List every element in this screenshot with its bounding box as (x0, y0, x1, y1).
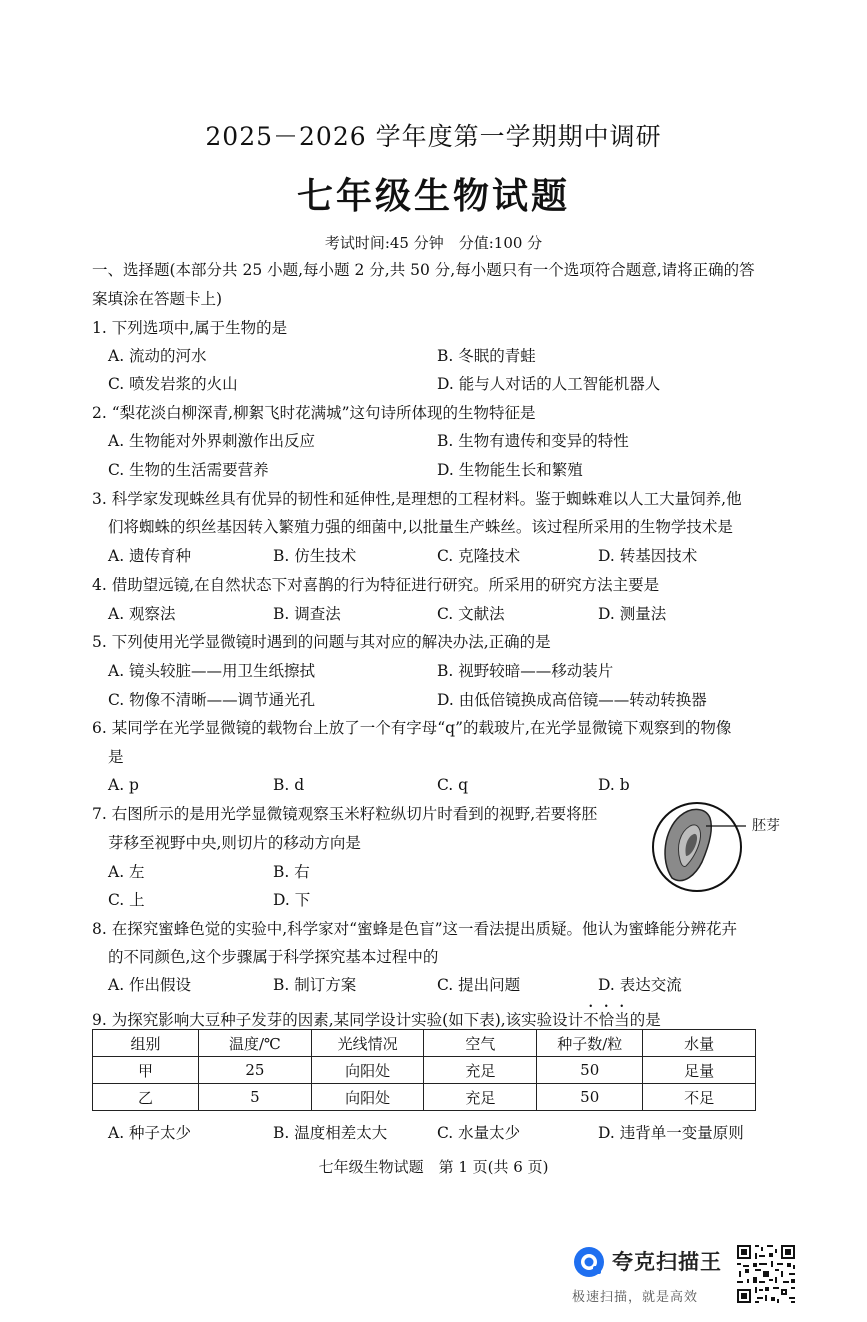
question-5-option-d: D. 由低倍镜换成高倍镜——转动转换器 (437, 691, 707, 709)
question-8-stem-line2: 的不同颜色,这个步骤属于科学探究基本过程中的 (108, 948, 439, 966)
question-2-stem: 2. “梨花淡白柳深青,柳絮飞时花满城”这句诗所体现的生物特征是 (92, 404, 536, 422)
question-7-stem-line1: 7. 右图所示的是用光学显微镜观察玉米籽粒纵切片时看到的视野,若要将胚 (92, 805, 598, 823)
question-7-option-b: B. 右 (273, 863, 310, 881)
question-4-option-b: B. 调查法 (273, 605, 341, 623)
question-8-option-a: A. 作出假设 (108, 976, 192, 994)
question-6-option-a: A. p (108, 776, 139, 794)
table-cell: 充足 (424, 1084, 537, 1111)
question-6-option-d: D. b (598, 776, 630, 794)
page-footer: 七年级生物试题 第 1 页(共 6 页) (318, 1158, 549, 1176)
question-9-option-d: D. 违背单一变量原则 (598, 1124, 744, 1142)
subject-title: 七年级生物试题 (296, 175, 570, 217)
question-7-option-c: C. 上 (108, 891, 145, 909)
table-cell: 向阳处 (311, 1057, 424, 1084)
table-header-cell: 光线情况 (311, 1030, 424, 1057)
question-8-option-b: B. 制订方案 (273, 976, 357, 994)
question-1-option-b: B. 冬眠的青蛙 (437, 347, 536, 365)
table-header-cell: 水量 (643, 1030, 756, 1057)
question-4-option-a: A. 观察法 (108, 605, 176, 623)
qr-code-icon (735, 1243, 797, 1305)
scanner-slogan: 极速扫描，就是高效 (572, 1290, 699, 1305)
table-cell: 25 (199, 1057, 312, 1084)
exam-info: 考试时间:45 分钟 分值:100 分 (324, 234, 543, 252)
corn-kernel-microscope-figure (650, 800, 746, 896)
section-heading-line1: 一、选择题(本部分共 25 小题,每小题 2 分,共 50 分,每小题只有一个选项符合题意,请将正确的答 (92, 261, 755, 279)
table-cell: 乙 (93, 1084, 199, 1111)
question-5-option-b: B. 视野较暗——移动装片 (437, 662, 614, 680)
table-cell: 甲 (93, 1057, 199, 1084)
question-5-option-c: C. 物像不清晰——调节通光孔 (108, 691, 316, 709)
question-5-stem: 5. 下列使用光学显微镜时遇到的问题与其对应的解决办法,正确的是 (92, 633, 551, 651)
question-9-option-c: C. 水量太少 (437, 1124, 521, 1142)
question-4-stem: 4. 借助望远镜,在自然状态下对喜鹊的行为特征进行研究。所采用的研究方法主要是 (92, 576, 660, 594)
table-header-row (93, 1030, 756, 1057)
question-9-stem-tail: 的是 (629, 1011, 661, 1029)
question-7-option-a: A. 左 (108, 863, 145, 881)
question-5-option-a: A. 镜头较脏——用卫生纸擦拭 (108, 662, 316, 680)
question-9-stem (92, 1002, 661, 1031)
table-cell: 不足 (643, 1084, 756, 1111)
question-3-stem-line1: 3. 科学家发现蛛丝具有优异的韧性和延伸性,是理想的工程材料。鉴于蜘蛛难以人工大量饲养,他 (92, 490, 742, 508)
question-3-stem-line2: 们将蜘蛛的织丝基因转入繁殖力强的细菌中,以批量生产蛛丝。该过程所采用的生物学技术是 (108, 518, 733, 536)
question-8-option-d: D. 表达交流 (598, 976, 682, 994)
question-1-option-a: A. 流动的河水 (108, 347, 207, 365)
question-1-stem: 1. 下列选项中,属于生物的是 (92, 319, 288, 337)
quark-logo-icon (572, 1245, 606, 1279)
question-2-option-b: B. 生物有遗传和变异的特性 (437, 432, 629, 450)
question-7-option-d: D. 下 (273, 891, 311, 909)
question-4-option-c: C. 文献法 (437, 605, 505, 623)
question-6-option-c: C. q (437, 776, 469, 794)
figure-label-embryo-bud: 胚芽 (752, 818, 780, 834)
table-row (93, 1084, 756, 1111)
question-2-option-d: D. 生物能生长和繁殖 (437, 461, 583, 479)
section-heading-line2: 案填涂在答题卡上) (92, 290, 223, 308)
question-9-stem-emphasis: 不恰当 (583, 1011, 630, 1029)
table-header-cell: 种子数/粒 (537, 1030, 643, 1057)
question-7-stem-line2: 芽移至视野中央,则切片的移动方向是 (108, 834, 361, 852)
table-cell: 50 (537, 1084, 643, 1111)
table-cell: 足量 (643, 1057, 756, 1084)
question-9-option-a: A. 种子太少 (108, 1124, 192, 1142)
question-2-option-a: A. 生物能对外界刺激作出反应 (108, 432, 316, 450)
table-cell: 50 (537, 1057, 643, 1084)
table-row (93, 1057, 756, 1084)
exam-title: 2025－2026 学年度第一学期期中调研 (205, 122, 662, 151)
experiment-table (92, 1029, 756, 1111)
question-4-option-d: D. 测量法 (598, 605, 667, 623)
question-9-stem-text: 9. 为探究影响大豆种子发芽的因素,某同学设计实验(如下表),该实验设计 (92, 1011, 584, 1029)
question-3-option-a: A. 遗传育种 (108, 547, 192, 565)
question-6-stem-line1: 6. 某同学在光学显微镜的载物台上放了一个有字母“q”的载玻片,在光学显微镜下观察到的物像 (92, 719, 732, 737)
question-3-option-b: B. 仿生技术 (273, 547, 357, 565)
question-9-option-b: B. 温度相差太大 (273, 1124, 388, 1142)
table-cell: 充足 (424, 1057, 537, 1084)
question-1-option-c: C. 喷发岩浆的火山 (108, 375, 238, 393)
table-cell: 向阳处 (311, 1084, 424, 1111)
question-8-stem-line1: 8. 在探究蜜蜂色觉的实验中,科学家对“蜜蜂是色盲”这一看法提出质疑。他认为蜜蜂能分辨花卉 (92, 920, 737, 938)
question-6-stem-line2: 是 (108, 748, 124, 766)
question-1-option-d: D. 能与人对话的人工智能机器人 (437, 375, 661, 393)
question-3-option-c: C. 克隆技术 (437, 547, 521, 565)
table-header-cell: 组别 (93, 1030, 199, 1057)
scanner-brand: 夸克扫描王 (612, 1250, 722, 1274)
table-header-cell: 空气 (424, 1030, 537, 1057)
table-cell: 5 (199, 1084, 312, 1111)
table-header-cell: 温度/℃ (199, 1030, 312, 1057)
question-8-option-c: C. 提出问题 (437, 976, 521, 994)
question-6-option-b: B. d (273, 776, 305, 794)
question-3-option-d: D. 转基因技术 (598, 547, 698, 565)
question-2-option-c: C. 生物的生活需要营养 (108, 461, 269, 479)
